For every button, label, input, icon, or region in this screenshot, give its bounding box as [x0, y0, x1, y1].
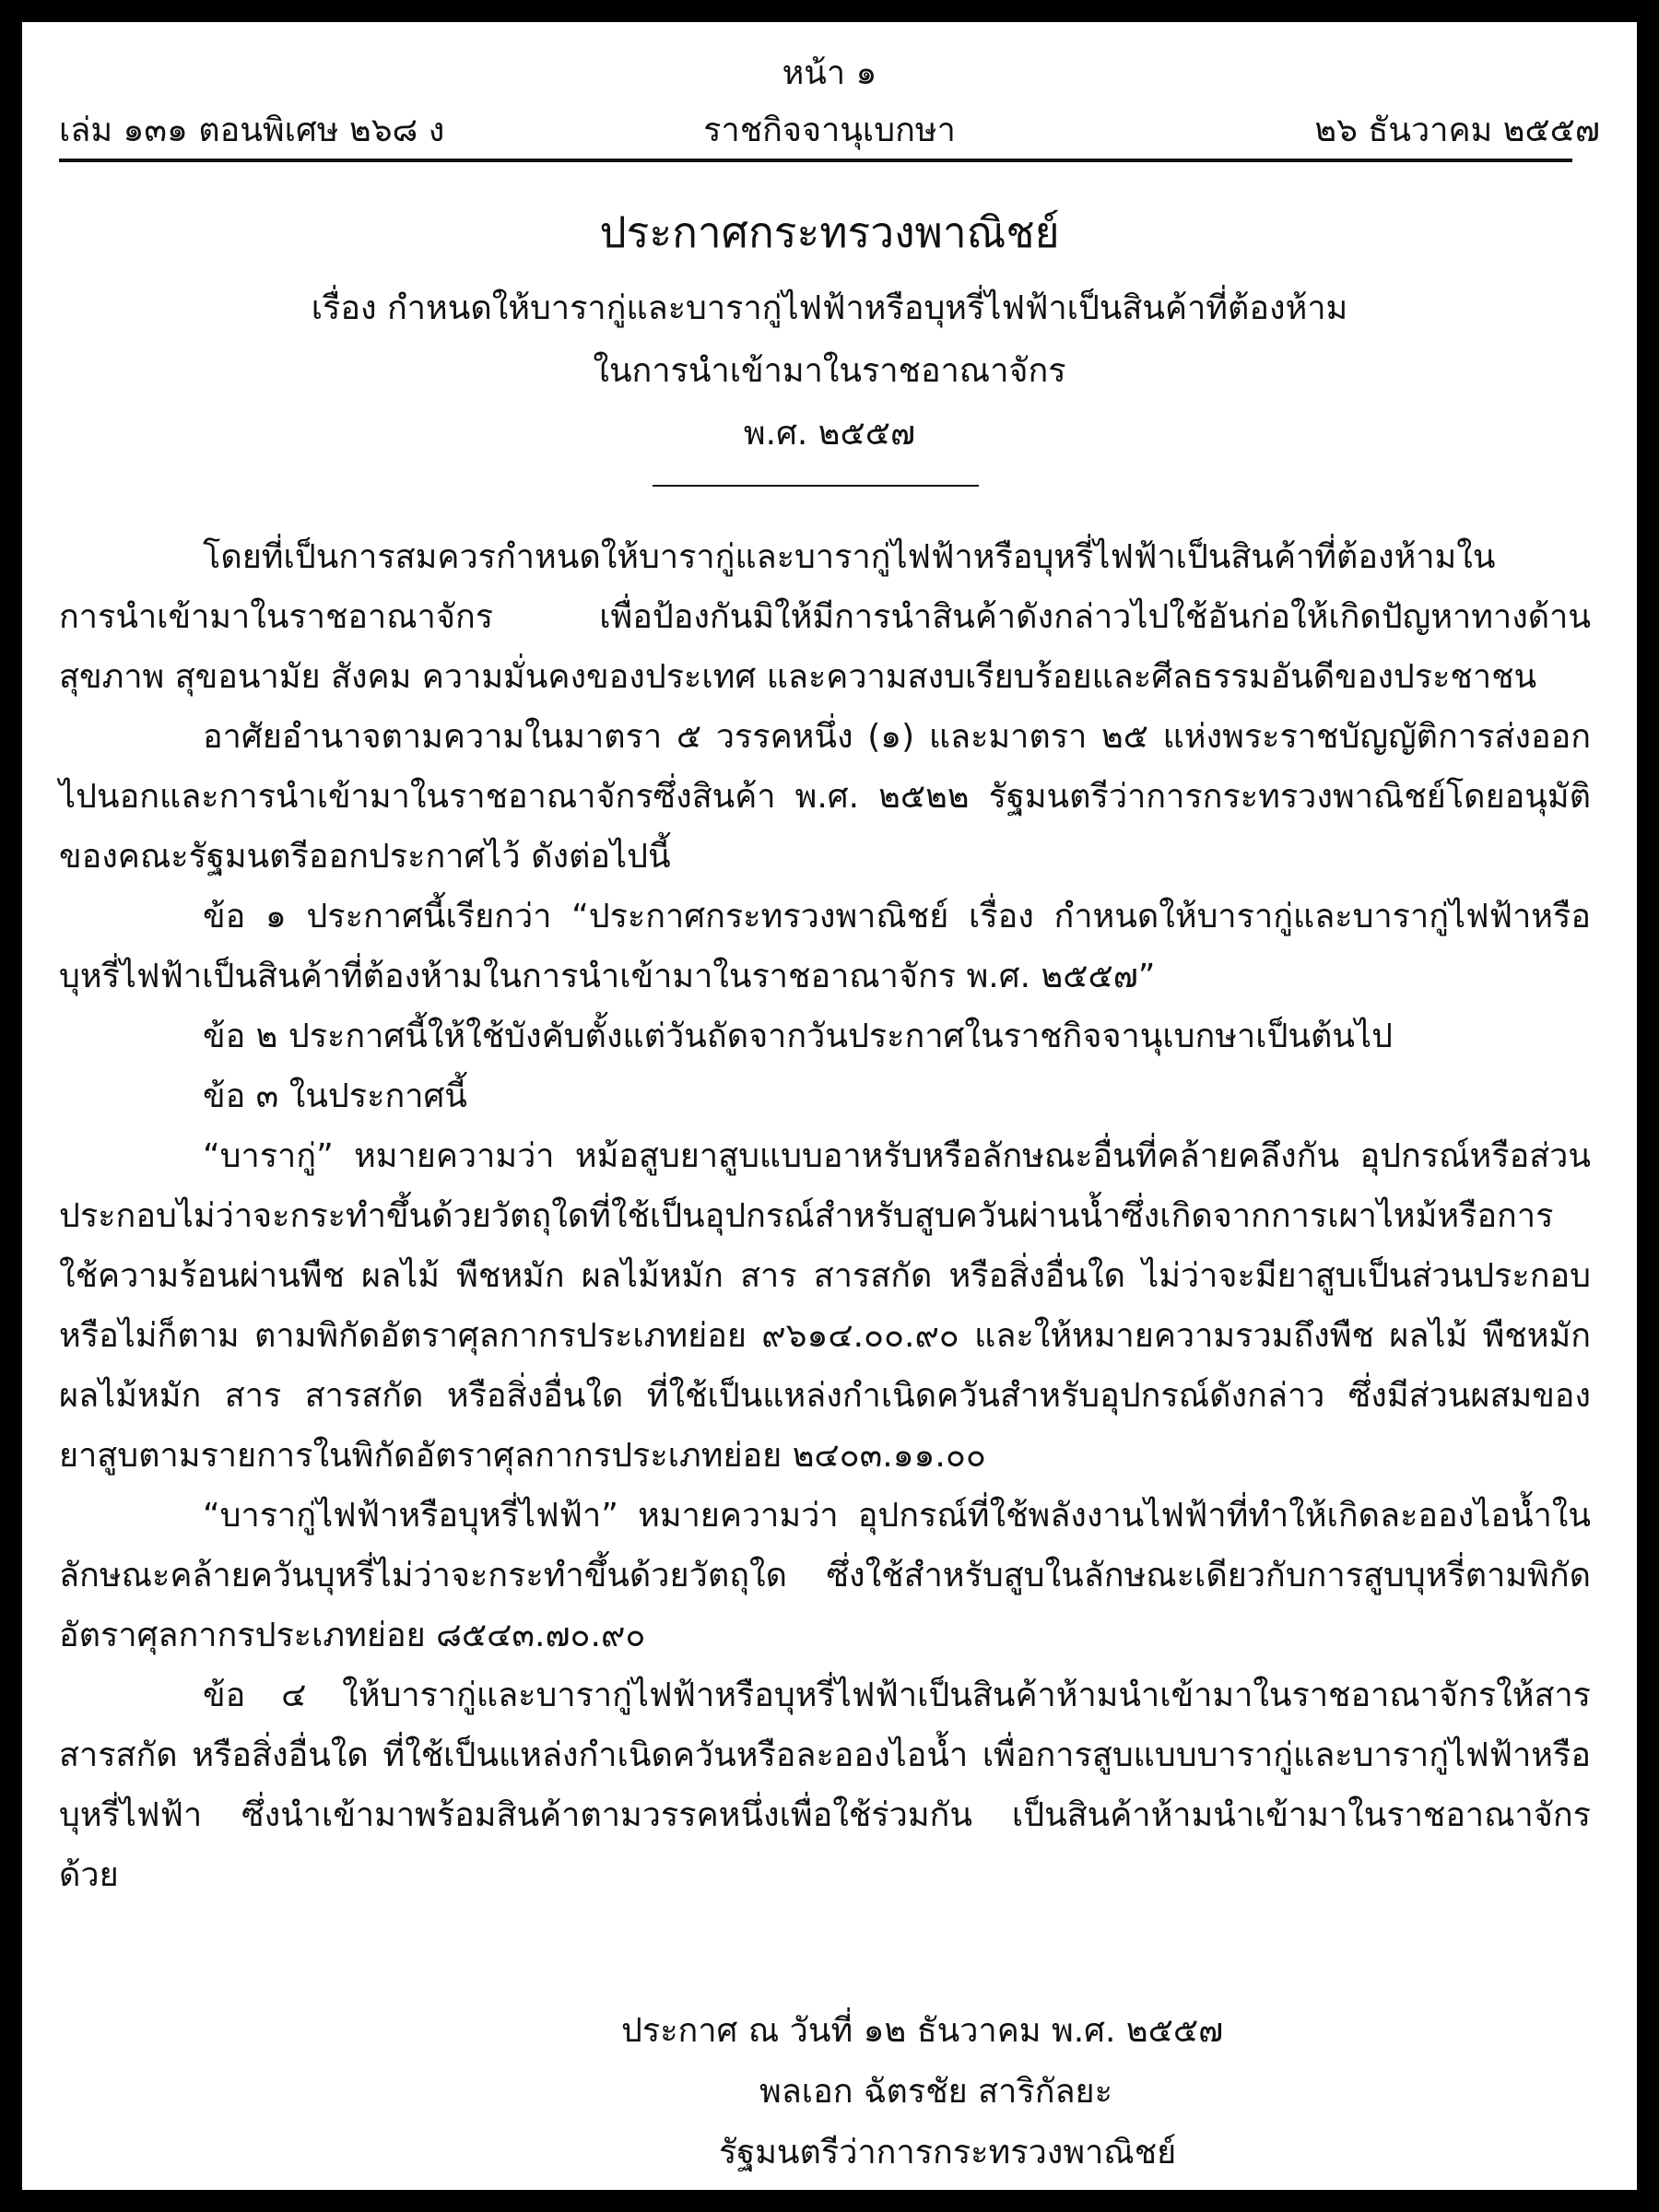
- paragraph-definition-e-cigarette: “บารากู่ไฟฟ้าหรือบุหรี่ไฟฟ้า” หมายความว่า อุปกรณ์ที่ใช้พลังงานไฟฟ้าที่ทำให้เกิดละอองไอน้ำในลักษณะคล้ายควันบุหรี่ไม่ว่าจะกระทำขึ้นด้วยวัตถุใด ซึ่งใช้สำหรับสูบในลักษณะเดียวกับการสูบบุหรี่ตามพิกัดอัตราศุลกากรประเภทย่อย ๘๕๔๓.๗๐.๙๐: [59, 1497, 1591, 1654]
- paragraph-clause-1: ข้อ ๑ ประกาศนี้เรียกว่า “ประกาศกระทรวงพาณิชย์ เรื่อง กำหนดให้บารากู่และบารากู่ไฟฟ้าหรือบุหรี่ไฟฟ้าเป็นสินค้าที่ต้องห้ามในการนำเข้ามาในราชอาณาจักร พ.ศ. ๒๕๕๗”: [59, 898, 1591, 995]
- paragraph-definition-baraku: “บารากู่” หมายความว่า หม้อสูบยาสูบแบบอาหรับหรือลักษณะอื่นที่คล้ายคลึงกัน อุปกรณ์หรือส่วนประกอบไม่ว่าจะกระทำขึ้นด้วยวัตถุใดที่ใช้เป็นอุปกรณ์สำหรับสูบควันผ่านน้ำซึ่งเกิดจากการเผาไหม้หรือการใช้ความร้อนผ่านพืช ผลไม้ พืชหมัก ผลไม้หมัก สาร สารสกัด หรือสิ่งอื่นใด ไม่ว่าจะมียาสูบเป็นส่วนประกอบหรือไม่ก็ตาม ตามพิกัดอัตราศุลกากรประเภทย่อย ๙๖๑๔.๐๐.๙๐ และให้หมายความรวมถึงพืช ผลไม้ พืชหมัก ผลไม้หมัก สาร สารสกัด หรือสิ่งอื่นใด ที่ใช้เป็นแหล่งกำเนิดควันสำหรับอุปกรณ์ดังกล่าว ซึ่งมีส่วนผสมของยาสูบตามรายการในพิกัดอัตราศุลกากรประเภทย่อย ๒๔๐๓.๑๑.๐๐: [59, 1137, 1591, 1475]
- volume-info: เล่ม ๑๓๑ ตอนพิเศษ ๒๖๘ ง: [59, 112, 445, 149]
- paragraph-authority: อาศัยอำนาจตามความในมาตรา ๕ วรรคหนึ่ง (๑) และมาตรา ๒๕ แห่งพระราชบัญญัติการส่งออกไปนอกและการนำเข้ามาในราชอาณาจักรซึ่งสินค้า พ.ศ. ๒๕๒๒ รัฐมนตรีว่าการกระทรวงพาณิชย์โดยอนุมัติของคณะรัฐมนตรีออกประกาศไว้ ดังต่อไปนี้: [59, 718, 1591, 876]
- page-number: หน้า ๑: [782, 54, 877, 92]
- document-page: [22, 22, 1637, 2190]
- announcement-body: [59, 527, 1591, 1905]
- signature-date: ประกาศ ณ วันที่ ๑๒ ธันวาคม พ.ศ. ๒๕๕๗: [621, 2012, 1224, 2050]
- paragraph-preamble: โดยที่เป็นการสมควรกำหนดให้บารากู่และบารากู่ไฟฟ้าหรือบุหรี่ไฟฟ้าเป็นสินค้าที่ต้องห้ามในการนำเข้ามาในราชอาณาจักร เพื่อป้องกันมิให้มีการนำสินค้าดังกล่าวไปใช้อันก่อให้เกิดปัญหาทางด้านสุขภาพ สุขอนามัย สังคม ความมั่นคงของประเทศ และความสงบเรียบร้อยและศีลธรรมอันดีของประชาชน: [59, 538, 1591, 696]
- signatory-name: พลเอก ฉัตรชัย สาริกัลยะ: [759, 2073, 1112, 2111]
- publication-date: ๒๖ ธันวาคม ๒๕๕๗: [1314, 112, 1600, 149]
- title-divider: [653, 485, 979, 487]
- announcement-subject-line-2: ในการนำเข้ามาในราชอาณาจักร: [593, 352, 1066, 390]
- publication-name: ราชกิจจานุเบกษา: [703, 112, 956, 149]
- paragraph-clause-3: ข้อ ๓ ในประกาศนี้: [203, 1077, 467, 1115]
- header-divider: [59, 159, 1572, 162]
- announcement-title: ประกาศกระทรวงพาณิชย์: [599, 207, 1060, 257]
- paragraph-clause-4: ข้อ ๔ ให้บารากู่และบารากู่ไฟฟ้าหรือบุหรี่ไฟฟ้าเป็นสินค้าห้ามนำเข้ามาในราชอาณาจักรให้สาร สารสกัด หรือสิ่งอื่นใด ที่ใช้เป็นแหล่งกำเนิดควันหรือละอองไอน้ำ เพื่อการสูบแบบบารากู่และบารากู่ไฟฟ้าหรือบุหรี่ไฟฟ้า ซึ่งนำเข้ามาพร้อมสินค้าตามวรรคหนึ่งเพื่อใช้ร่วมกัน เป็นสินค้าห้ามนำเข้ามาในราชอาณาจักรด้วย: [59, 1677, 1591, 1894]
- gazette-header: [59, 103, 1600, 159]
- announcement-year: พ.ศ. ๒๕๕๗: [743, 415, 916, 453]
- signatory-position: รัฐมนตรีว่าการกระทรวงพาณิชย์: [719, 2134, 1177, 2171]
- announcement-subject-line-1: เรื่อง กำหนดให้บารากู่และบารากู่ไฟฟ้าหรือบุหรี่ไฟฟ้าเป็นสินค้าที่ต้องห้าม: [311, 289, 1348, 327]
- paragraph-clause-2: ข้อ ๒ ประกาศนี้ให้ใช้บังคับตั้งแต่วันถัดจากวันประกาศในราชกิจจานุเบกษาเป็นต้นไป: [203, 1018, 1393, 1055]
